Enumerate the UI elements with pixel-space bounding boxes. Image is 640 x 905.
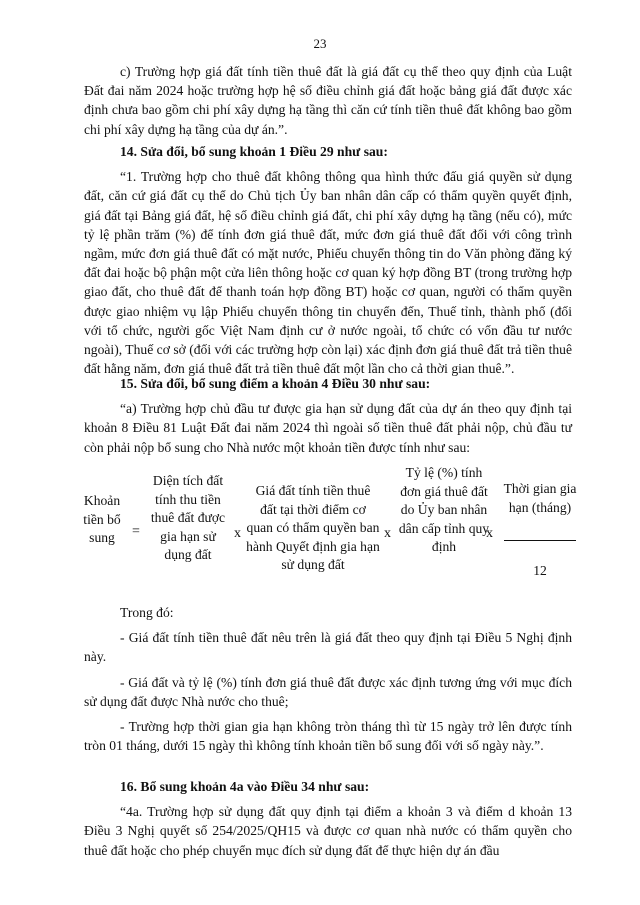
formula-denominator: 12 [533,563,547,578]
section-15-notes [84,603,572,755]
formula-times-3: x [486,526,493,541]
formula-times-2: x [384,526,391,541]
fraction-bar [504,540,576,541]
section-16-heading: 16. Bổ sung khoản 4a vào Điều 34 như sau: [120,779,370,794]
section-15-heading: 15. Sửa đổi, bổ sung điểm a khoản 4 Điều 30 như sau: [120,376,431,391]
intro-paragraph: c) Trường hợp giá đất tính tiền thuê đất là giá đất cụ thể theo quy định của Luật Đất đai năm 2024 hoặc trường hợp hệ số điều chỉnh giá đất hoặc bảng giá đất được xác định chưa bao gồm chi phí xây dựng hạ tầng thì căn cứ tính tiền thuê đất không bao gồm chi phí xây dựng hạ tầng của dự án.”. [84,64,572,137]
intro-paragraph-block [84,62,572,139]
section-14-heading: 14. Sửa đổi, bổ sung khoản 1 Điều 29 như sau: [120,144,388,159]
formula-term-land-price: Giá đất tính tiền thuê đất tại thời điểm cơ quan có thẩm quyền ban hành Quyết định gia hạn sử dụng đất [246,483,380,572]
section-14-paragraph: “1. Trường hợp cho thuê đất không thông qua hình thức đấu giá quyền sử dụng đất, căn cứ giá đất cụ thể do Chủ tịch Ủy ban nhân dân cấp có thẩm quyền quyết định, giá đất tại Bảng giá đất, hệ số điều chỉnh giá đất, chi phí xây dựng hạ tầng (nếu có), mức tỷ lệ phần trăm (%) để tính đơn giá thuê đất, mức đơn giá thuê đất đối với công trình ngầm, mức đơn giá thuê đất có mặt nước, Phiếu chuyển thông tin do Văn phòng đăng ký đất đai hoặc bộ phận một cửa liên thông hoặc cơ quan ký hợp đồng BT (trong trường hợp giao đất, cho thuê đất để thanh toán hợp đồng BT) hoặc cơ quan, người có thẩm quyền được giao nhiệm vụ lập Phiếu chuyển thông tin chuyển đến, Thuế tỉnh, thành phố (đối với tổ chức, người gốc Việt Nam định cư ở nước ngoài, tổ chức có vốn đầu tư nước ngoài), Thuế cơ sở (đối với các trường hợp còn lại) xác định đơn giá thuê đất trả tiền thuê đất hằng năm, đơn giá thuê đất trả tiền thuê đất một lần cho cả thời gian thuê.”. [84,169,572,377]
formula-lhs: Khoản tiền bổ sung [83,493,121,545]
page-number: 23 [313,36,327,51]
note-item: - Giá đất tính tiền thuê đất nêu trên là giá đất theo quy định tại Điều 5 Nghị định này. [84,630,572,665]
formula-term-rate: Tỷ lệ (%) tính đơn giá thuê đất do Ủy ban nhân dân cấp tỉnh quy định [398,465,490,554]
formula-numerator: Thời gian gia hạn (tháng) [503,481,577,515]
formula-term-area: Diện tích đất tính thu tiền thuê đất được gia hạn sử dụng đất [150,473,226,562]
section-16 [84,777,572,860]
section-16-paragraph: “4a. Trường hợp sử dụng đất quy định tại điểm a khoản 3 và điểm d khoản 13 Điều 3 Nghị quyết số 254/2025/QH15 và được cơ quan nhà nước có thẩm quyền cho thuê đất hoặc cho phép chuyển mục đích sử dụng đất để thực hiện dự án đầu [84,804,572,858]
section-15-paragraph: “a) Trường hợp chủ đầu tư được gia hạn sử dụng đất của dự án theo quy định tại khoản 8 Điều 81 Luật Đất đai năm 2024 thì ngoài số tiền thuê đất phải nộp, chủ đầu tư còn phải nộp bổ sung cho Nhà nước một khoản tiền được tính như sau: [84,401,572,455]
note-item: - Giá đất và tỷ lệ (%) tính đơn giá thuê đất được xác định tương ứng với mục đích sử dụng đất được Nhà nước cho thuê; [84,674,572,709]
section-14 [84,142,572,378]
formula-times-1: x [234,526,241,541]
formula-equals: = [132,524,140,539]
surcharge-formula [78,465,578,622]
section-15 [84,374,572,457]
trong-do-label: Trong đó: [120,605,174,620]
note-item: - Trường hợp thời gian gia hạn không tròn tháng thì từ 15 ngày trở lên được tính tròn 01 tháng, dưới 15 ngày thì không tính khoản tiền bổ sung đối với số ngày này.”. [84,719,572,754]
